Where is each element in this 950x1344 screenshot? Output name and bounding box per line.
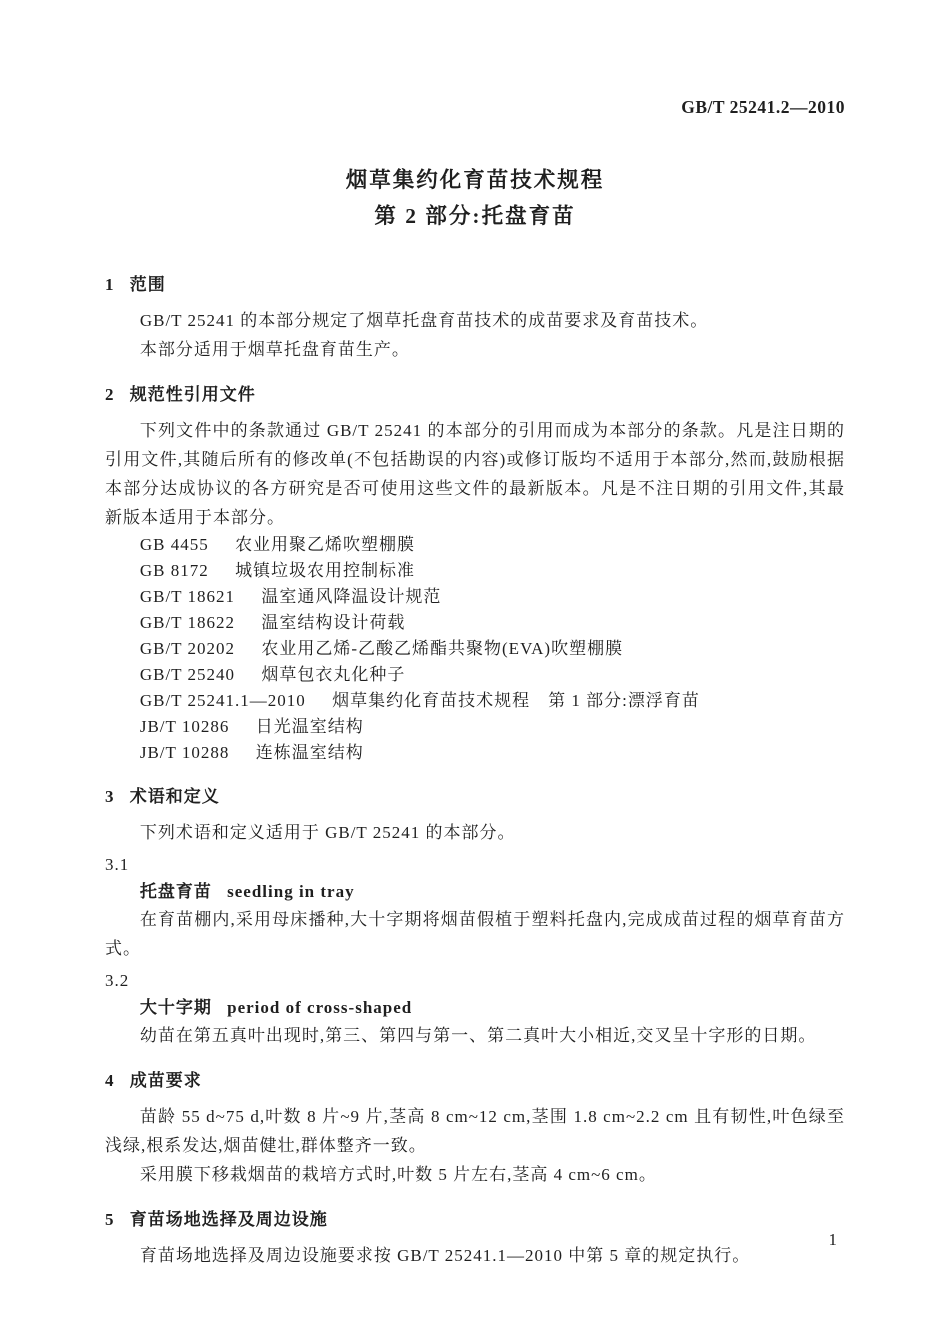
section-4-paragraph-1: 苗龄 55 d~75 d,叶数 8 片~9 片,茎高 8 cm~12 cm,茎围 1.8 cm~2.2 cm 且有韧性,叶色绿至浅绿,根系发达,烟苗健壮,群体整齐一致。 bbox=[105, 1107, 845, 1155]
section-5-title: 育苗场地选择及周边设施 bbox=[129, 1210, 328, 1229]
reference-title: 连栋温室结构 bbox=[255, 743, 364, 762]
section-3-heading bbox=[105, 786, 845, 808]
reference-title: 农业用聚乙烯吹塑棚膜 bbox=[235, 535, 416, 554]
section-1-title: 范围 bbox=[129, 275, 166, 294]
reference-title: 温室通风降温设计规范 bbox=[261, 587, 442, 606]
term-name-cn: 托盘育苗 bbox=[139, 882, 212, 901]
title-line-1: 烟草集约化育苗技术规程 bbox=[345, 168, 605, 192]
reference-title: 温室结构设计荷载 bbox=[261, 613, 406, 632]
references-list bbox=[140, 532, 845, 766]
section-1-number: 1 bbox=[105, 275, 115, 294]
reference-code: JB/T 10288 bbox=[139, 743, 230, 762]
term-name-en: seedling in tray bbox=[227, 882, 355, 901]
section-1-paragraph-2: 本部分适用于烟草托盘育苗生产。 bbox=[139, 340, 410, 359]
reference-code: GB/T 25241.1—2010 bbox=[139, 691, 306, 710]
reference-item bbox=[140, 610, 845, 636]
doc-number: GB/T 25241.2—2010 bbox=[681, 97, 845, 117]
section-3-title: 术语和定义 bbox=[129, 787, 220, 806]
page-number: 1 bbox=[828, 1230, 838, 1249]
section-4-paragraph-2: 采用膜下移栽烟苗的栽培方式时,叶数 5 片左右,茎高 4 cm~6 cm。 bbox=[139, 1165, 657, 1184]
reference-item bbox=[140, 740, 845, 766]
term-number: 3.2 bbox=[105, 971, 130, 990]
reference-code: GB/T 18622 bbox=[139, 613, 236, 632]
section-2-title: 规范性引用文件 bbox=[129, 385, 256, 404]
section-2-number: 2 bbox=[105, 385, 115, 404]
reference-item bbox=[140, 688, 845, 714]
term-number: 3.1 bbox=[105, 855, 130, 874]
term-name-en: period of cross-shaped bbox=[227, 998, 413, 1017]
reference-code: GB 8172 bbox=[139, 561, 209, 580]
reference-title: 烟草集约化育苗技术规程 第 1 部分:漂浮育苗 bbox=[332, 691, 700, 710]
reference-item bbox=[140, 636, 845, 662]
section-5-number: 5 bbox=[105, 1210, 115, 1229]
reference-item bbox=[140, 714, 845, 740]
reference-code: GB/T 25240 bbox=[139, 665, 236, 684]
term-name-cn: 大十字期 bbox=[139, 998, 212, 1017]
section-3-number: 3 bbox=[105, 787, 115, 806]
reference-item bbox=[140, 558, 845, 584]
section-2-heading bbox=[105, 384, 845, 406]
term-3-2 bbox=[105, 967, 845, 1050]
reference-code: JB/T 10286 bbox=[139, 717, 230, 736]
section-2-intro: 下列文件中的条款通过 GB/T 25241 的本部分的引用而成为本部分的条款。凡是注日期的引用文件,其随后所有的修改单(不包括勘误的内容)或修订版均不适用于本部分,然而,鼓励根据本部分达成协议的各方研究是否可使用这些文件的最新版本。凡是不注日期的引用文件,其最新版本适用于本部分。 bbox=[105, 421, 845, 527]
reference-code: GB/T 20202 bbox=[139, 639, 236, 658]
reference-item bbox=[140, 662, 845, 688]
term-definition: 在育苗棚内,采用母床播种,大十字期将烟苗假植于塑料托盘内,完成成苗过程的烟草育苗方式。 bbox=[105, 910, 845, 958]
section-4-title: 成苗要求 bbox=[129, 1071, 202, 1090]
reference-title: 农业用乙烯-乙酸乙烯酯共聚物(EVA)吹塑棚膜 bbox=[261, 639, 624, 658]
section-5-paragraph-1: 育苗场地选择及周边设施要求按 GB/T 25241.1—2010 中第 5 章的规定执行。 bbox=[139, 1246, 751, 1265]
reference-title: 日光温室结构 bbox=[255, 717, 364, 736]
section-1-paragraph-1: GB/T 25241 的本部分规定了烟草托盘育苗技术的成苗要求及育苗技术。 bbox=[139, 311, 709, 330]
section-5-heading bbox=[105, 1209, 845, 1231]
section-3-intro: 下列术语和定义适用于 GB/T 25241 的本部分。 bbox=[139, 823, 516, 842]
reference-code: GB 4455 bbox=[139, 535, 209, 554]
document-title bbox=[105, 162, 845, 234]
section-4-number: 4 bbox=[105, 1071, 115, 1090]
term-name bbox=[140, 878, 845, 905]
term-name bbox=[140, 994, 845, 1021]
title-line-2: 第 2 部分:托盘育苗 bbox=[374, 204, 576, 228]
term-3-1 bbox=[105, 851, 845, 963]
reference-item bbox=[140, 584, 845, 610]
reference-title: 城镇垃圾农用控制标准 bbox=[235, 561, 416, 580]
section-4-heading bbox=[105, 1070, 845, 1092]
term-definition: 幼苗在第五真叶出现时,第三、第四与第一、第二真叶大小相近,交叉呈十字形的日期。 bbox=[139, 1026, 817, 1045]
section-1-heading bbox=[105, 274, 845, 296]
reference-code: GB/T 18621 bbox=[139, 587, 236, 606]
reference-item bbox=[140, 532, 845, 558]
reference-title: 烟草包衣丸化种子 bbox=[261, 665, 406, 684]
